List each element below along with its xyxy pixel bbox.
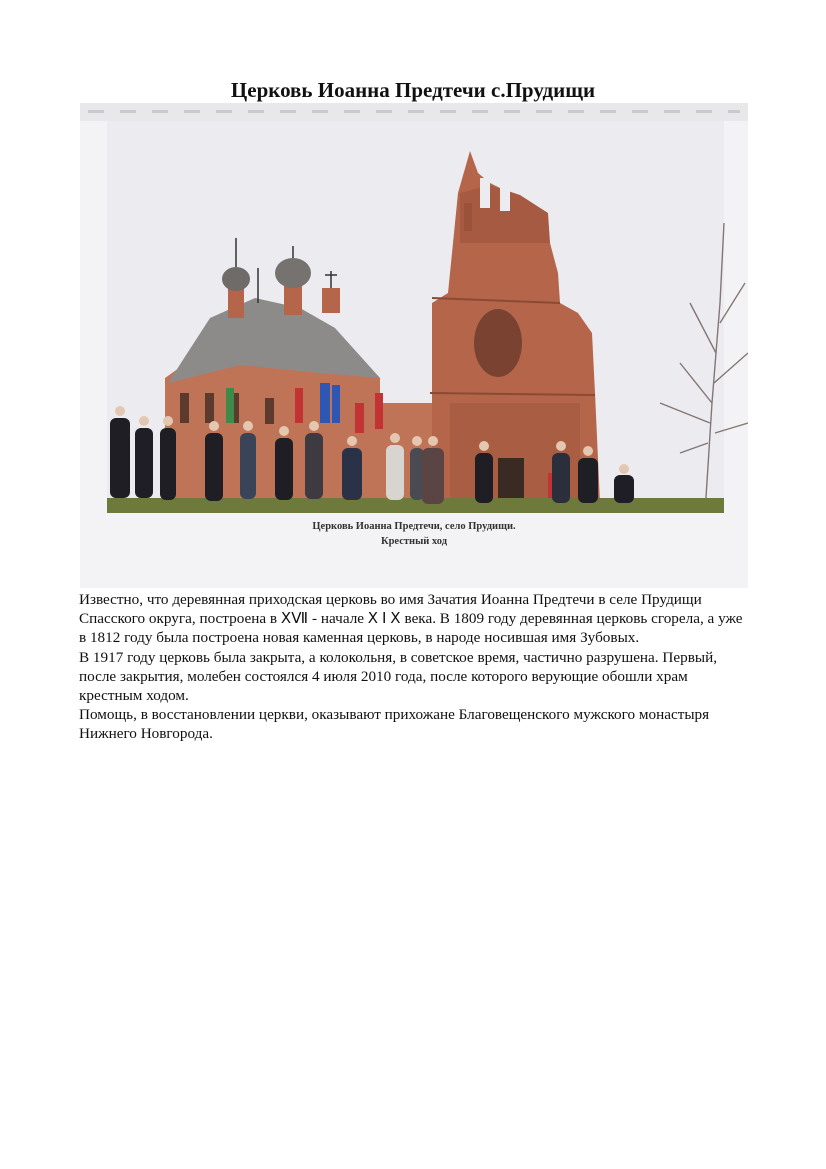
photo-caption-line-2: Крестный ход: [380, 536, 448, 547]
photo-caption-line-1: Церковь Иоанна Предтечи, село Прудищи.: [312, 521, 516, 532]
paragraph: В 1917 году церковь была закрыта, а колокольня, в советское время, частично разрушена. Первый, после закрытия, молебен состоялся 4 июля 2010 года, после которого верующие обошли храм крестным ходом.: [79, 648, 717, 705]
paragraph: Известно, что деревянная приходская церковь во имя Зачатия Иоанна Предтечи в селе Прудищи Спасского округа, построена в ⅩⅦ - начале Ⅹ Ⅰ Ⅹ века. В 1809 году деревянная церковь сгорела, а уже в 1812 году была построена новая каменная церковь, в народе носившая имя Зубовых.: [79, 591, 743, 647]
photo-caption: [80, 519, 748, 549]
page-title: Церковь Иоанна Предтечи с.Прудищи: [230, 78, 596, 102]
body-text: [79, 590, 749, 744]
church-illustration: [80, 103, 748, 588]
paragraph: Помощь, в восстановлении церкви, оказывают прихожане Благовещенского мужского монастыря Нижнего Новгорода.: [79, 706, 710, 743]
church-photo: [80, 103, 748, 588]
